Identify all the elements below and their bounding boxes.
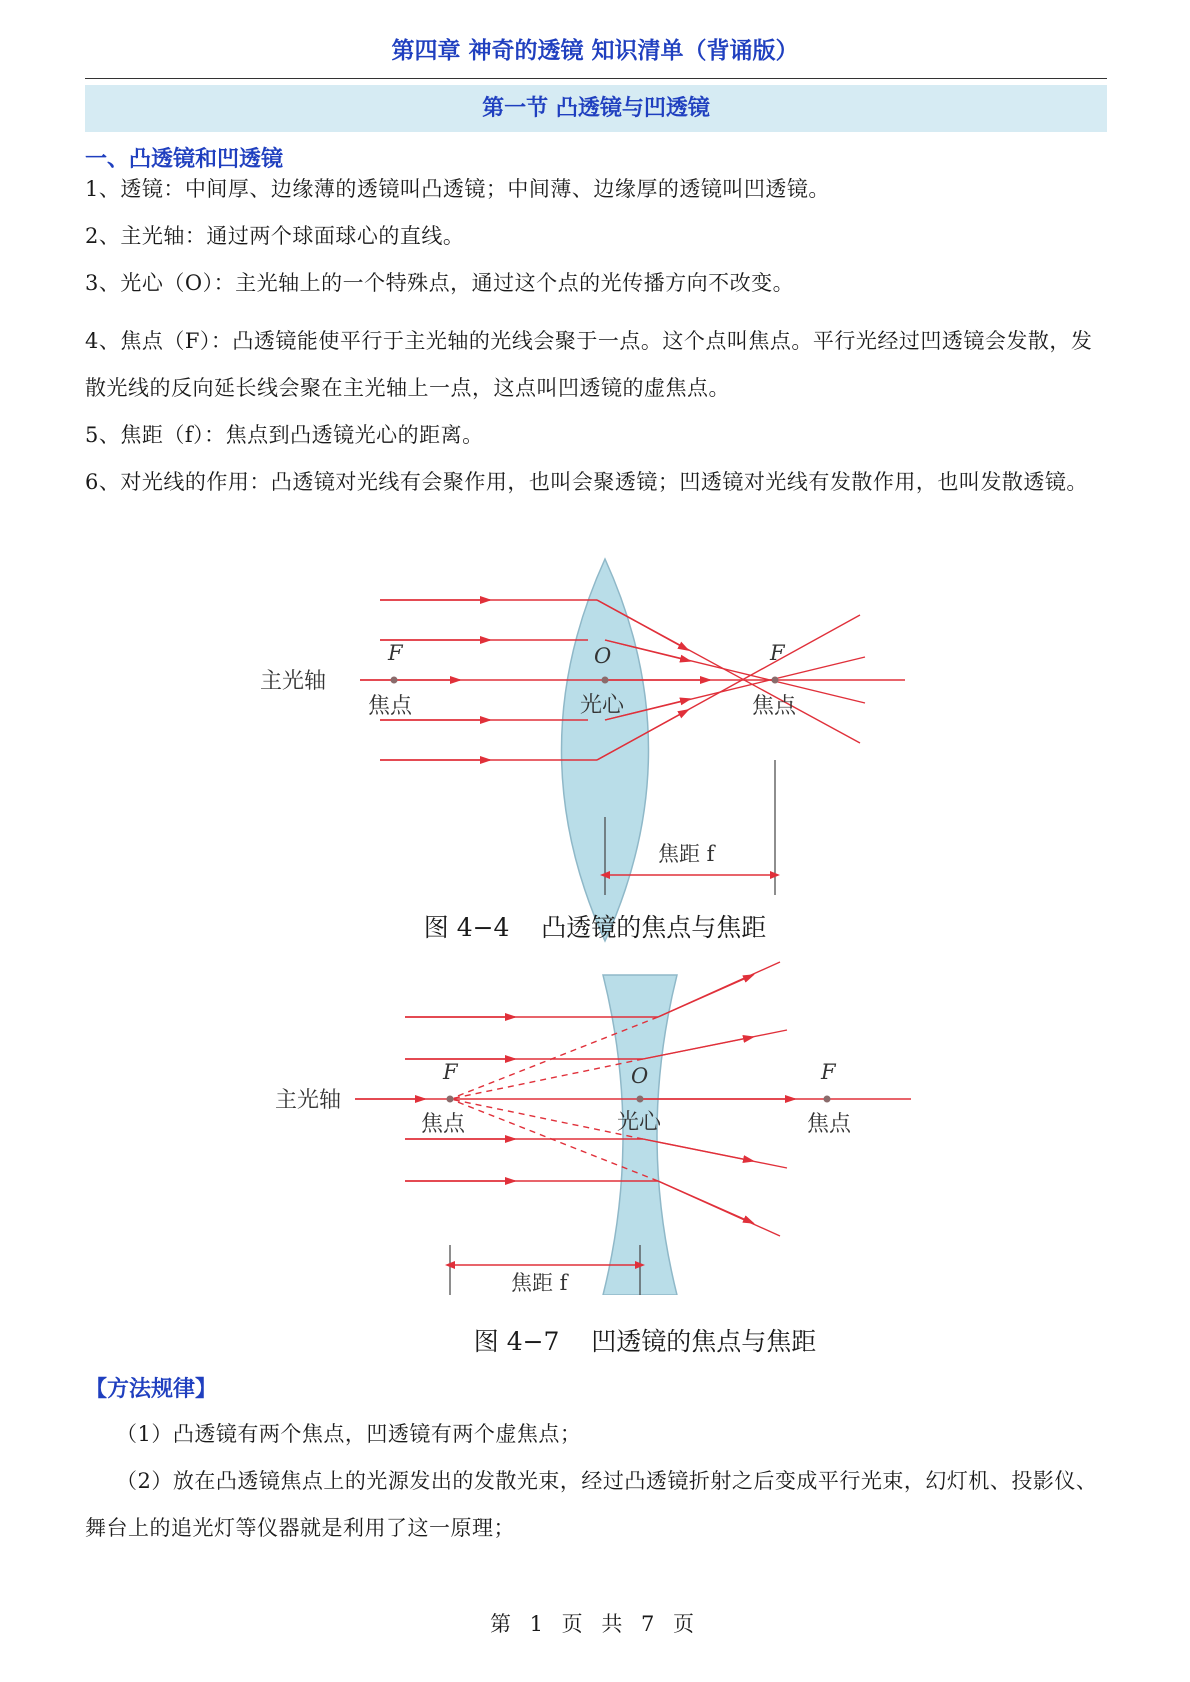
focus-point-left [447, 1096, 454, 1103]
list-item: 6、对光线的作用：凸透镜对光线有会聚作用，也叫会聚透镜；凹透镜对光线有发散作用，也叫发散透镜。 [85, 470, 1088, 494]
focal-length-label: 焦距 f [658, 842, 715, 866]
center-label: 光心 [617, 1110, 662, 1135]
focus-label: 焦点 [368, 694, 413, 719]
virtual-ray-extension [450, 1099, 643, 1139]
focus-label: 焦点 [752, 694, 797, 719]
figure2-caption: 图 4−7 凹透镜的焦点与焦距 [473, 1327, 817, 1356]
list-item: 4、焦点（F）：凸透镜能使平行于主光轴的光线会聚于一点。这个点叫焦点。平行光经过凹透镜会发散，发散光线的反向延长线会聚在主光轴上一点，这点叫凹透镜的虚焦点。 [85, 329, 1093, 400]
focus-symbol: F [388, 641, 403, 665]
list-item: （2）放在凸透镜焦点上的光源发出的发散光束，经过凸透镜折射之后变成平行光束，幻灯机、投影仪、舞台上的追光灯等仪器就是利用了这一原理； [85, 1469, 1098, 1540]
list-item: 5、焦距（f）：焦点到凸透镜光心的距离。 [85, 423, 484, 447]
focus-label: 焦点 [421, 1112, 466, 1137]
focus-point-left [391, 677, 398, 684]
center-label: 光心 [580, 693, 625, 718]
convex-lens-figure [260, 555, 920, 950]
focus-point-right [824, 1096, 831, 1103]
page-number: 第 1 页 共 7 页 [489, 1612, 701, 1636]
method-heading: 【方法规律】 [85, 1377, 218, 1402]
list-item: 2、主光轴：通过两个球面球心的直线。 [85, 224, 465, 248]
axis-label: 主光轴 [275, 1088, 342, 1113]
part1-heading: 一、凸透镜和凹透镜 [85, 147, 284, 172]
optical-center-point [637, 1096, 644, 1103]
page-header-title: 第四章 神奇的透镜 知识清单（背诵版） [391, 38, 799, 64]
center-symbol: O [631, 1064, 649, 1088]
focus-symbol: F [770, 641, 785, 665]
virtual-ray-extension [450, 1059, 643, 1099]
focus-label: 焦点 [807, 1112, 852, 1137]
focus-point-right [772, 677, 779, 684]
axis-label: 主光轴 [260, 669, 327, 694]
optical-center-point [602, 677, 609, 684]
list-item: （1）凸透镜有两个焦点，凹透镜有两个虚焦点； [116, 1422, 582, 1446]
concave-lens-figure [275, 955, 935, 1295]
figure1-caption: 图 4−4 凸透镜的焦点与焦距 [423, 913, 767, 942]
list-item: 3、光心（O）：主光轴上的一个特殊点，通过这个点的光传播方向不改变。 [85, 271, 795, 295]
section-title-bar: 第一节 凸透镜与凹透镜 [85, 85, 1107, 132]
focus-symbol: F [443, 1060, 458, 1084]
list-item: 1、透镜：中间厚、边缘薄的透镜叫凸透镜；中间薄、边缘厚的透镜叫凹透镜。 [85, 177, 830, 201]
center-symbol: O [594, 644, 612, 668]
header-divider [85, 78, 1107, 79]
focus-symbol: F [821, 1060, 836, 1084]
focal-length-label: 焦距 f [511, 1271, 568, 1295]
